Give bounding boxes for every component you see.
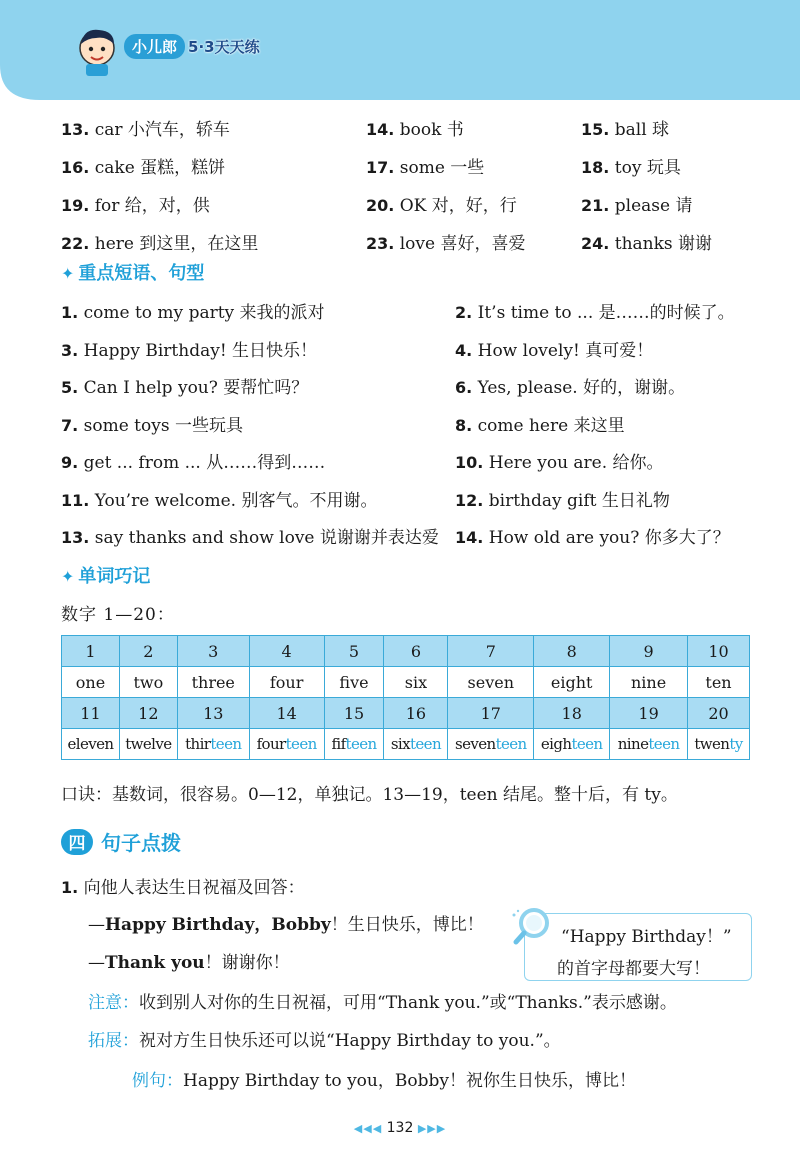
- banner-curve: [0, 55, 800, 115]
- phrase-row: [61, 292, 781, 330]
- mascot-icon: [74, 26, 120, 76]
- memory-rhyme: 口诀：基数词，很容易。0—12，单独记。13—19，teen 结尾。整十后，有 ty。: [61, 785, 678, 805]
- brand-series: 5·3天天练: [188, 37, 260, 56]
- vocab-item: 23. love 喜好，喜爱: [366, 233, 526, 254]
- phrase-row: [61, 330, 781, 368]
- section-title: 句子点拨: [101, 831, 181, 855]
- table-row: [62, 636, 750, 667]
- table-cell: 6: [384, 636, 448, 667]
- numbers-table: [61, 635, 750, 760]
- table-cell: twenty: [688, 729, 750, 760]
- phrase-item: 12. birthday gift 生日礼物: [455, 490, 670, 511]
- vocab-row: [61, 222, 761, 260]
- vocab-item: 17. some 一些: [366, 157, 485, 178]
- tip-line: “Happy Birthday！”: [561, 927, 732, 947]
- phrase-item: 14. How old are you? 你多大了？: [455, 528, 730, 549]
- phrase-item: 13. say thanks and show love 说谢谢并表达爱: [61, 528, 439, 549]
- brand-name: 小儿郎: [124, 34, 185, 59]
- vocab-item: 22. here 到这里，在这里: [61, 233, 259, 254]
- dialog-line: —Thank you！谢谢你！: [88, 953, 290, 973]
- page-footer: [0, 1120, 800, 1136]
- table-cell: 19: [610, 698, 688, 729]
- table-cell: 3: [177, 636, 249, 667]
- phrase-item: 1. come to my party 来我的派对: [61, 303, 325, 324]
- table-cell: 13: [177, 698, 249, 729]
- table-cell: 17: [448, 698, 534, 729]
- table-cell: five: [324, 667, 384, 698]
- phrase-row: [61, 367, 781, 405]
- table-cell: thirteen: [177, 729, 249, 760]
- phrases-heading: ✦ 重点短语、句型: [61, 263, 205, 284]
- table-cell: three: [177, 667, 249, 698]
- table-row: [62, 698, 750, 729]
- star-icon: ✦: [61, 567, 75, 586]
- phrase-row: [61, 517, 781, 555]
- phrase-row: [61, 480, 781, 518]
- table-cell: 1: [62, 636, 120, 667]
- star-icon: ✦: [61, 264, 75, 283]
- table-cell: 12: [119, 698, 177, 729]
- table-cell: nineteen: [610, 729, 688, 760]
- magnifier-icon: [508, 905, 554, 951]
- vocab-item: 18. toy 玩具: [581, 157, 681, 178]
- vocab-row: [61, 184, 761, 222]
- table-cell: seven: [448, 667, 534, 698]
- vocab-item: 15. ball 球: [581, 119, 670, 140]
- table-cell: 7: [448, 636, 534, 667]
- table-cell: 9: [610, 636, 688, 667]
- table-cell: one: [62, 667, 120, 698]
- table-cell: sixteen: [384, 729, 448, 760]
- phrase-item: 5. Can I help you? 要帮忙吗？: [61, 378, 309, 399]
- vocab-row: [61, 108, 761, 146]
- vocab-item: 24. thanks 谢谢: [581, 233, 713, 254]
- dialog-line: —Happy Birthday，Bobby！生日快乐，博比！: [88, 915, 484, 935]
- phrase-item: 6. Yes, please. 好的，谢谢。: [455, 378, 686, 399]
- vocab-item: 16. cake 蛋糕，糕饼: [61, 157, 226, 178]
- brand-logo: [124, 34, 260, 58]
- phrase-row: [61, 442, 781, 480]
- table-cell: 18: [534, 698, 610, 729]
- table-cell: 15: [324, 698, 384, 729]
- phrase-item: 7. some toys 一些玩具: [61, 415, 243, 436]
- table-cell: two: [119, 667, 177, 698]
- example-line: 例句：Happy Birthday to you，Bobby！祝你生日快乐，博比！: [132, 1071, 636, 1091]
- table-cell: four: [249, 667, 324, 698]
- phrases-list: [61, 292, 781, 555]
- left-arrows-icon: ◀◀◀: [353, 1122, 383, 1135]
- vocabulary-list: [61, 108, 761, 260]
- table-cell: twelve: [119, 729, 177, 760]
- tip-box: [524, 913, 752, 981]
- phrase-item: 9. get ... from ... 从……得到……: [61, 453, 326, 474]
- phrase-item: 11. You’re welcome. 别客气。不用谢。: [61, 490, 378, 511]
- numbers-label: 数字 1—20：: [61, 605, 175, 625]
- table-cell: 8: [534, 636, 610, 667]
- note-line: 注意：收到别人对你的生日祝福，可用“Thank you.”或“Thanks.”表示感谢。: [88, 993, 677, 1013]
- section-badge: 四: [61, 829, 93, 855]
- table-cell: 5: [324, 636, 384, 667]
- table-cell: 16: [384, 698, 448, 729]
- table-cell: 2: [119, 636, 177, 667]
- phrase-item: 2. It’s time to ... 是……的时候了。: [455, 303, 735, 324]
- vocab-item: 19. for 给，对，供: [61, 195, 210, 216]
- phrase-item: 4. How lovely! 真可爱！: [455, 340, 654, 361]
- table-cell: 4: [249, 636, 324, 667]
- tip-line: 的首字母都要大写！: [557, 959, 710, 979]
- table-cell: fourteen: [249, 729, 324, 760]
- point-item: 1. 向他人表达生日祝福及回答：: [61, 878, 305, 898]
- table-cell: nine: [610, 667, 688, 698]
- table-cell: 14: [249, 698, 324, 729]
- page-number: 132: [386, 1120, 414, 1136]
- table-cell: fifteen: [324, 729, 384, 760]
- table-row: [62, 667, 750, 698]
- phrase-row: [61, 405, 781, 443]
- phrase-item: 10. Here you are. 给你。: [455, 453, 664, 474]
- section-heading: [61, 827, 181, 856]
- vocab-item: 13. car 小汽车，轿车: [61, 119, 230, 140]
- vocab-row: [61, 146, 761, 184]
- vocab-item: 20. OK 对，好，行: [366, 195, 517, 216]
- table-cell: six: [384, 667, 448, 698]
- vocab-item: 14. book 书: [366, 119, 464, 140]
- table-cell: 10: [688, 636, 750, 667]
- table-cell: eighteen: [534, 729, 610, 760]
- memory-heading: ✦ 单词巧记: [61, 566, 151, 587]
- table-cell: eleven: [62, 729, 120, 760]
- right-arrows-icon: ▶▶▶: [417, 1122, 447, 1135]
- table-row: [62, 729, 750, 760]
- vocab-item: 21. please 请: [581, 195, 693, 216]
- table-cell: 11: [62, 698, 120, 729]
- table-cell: eight: [534, 667, 610, 698]
- table-cell: ten: [688, 667, 750, 698]
- table-cell: 20: [688, 698, 750, 729]
- phrase-item: 8. come here 来这里: [455, 415, 625, 436]
- phrase-item: 3. Happy Birthday! 生日快乐！: [61, 340, 318, 361]
- table-cell: seventeen: [448, 729, 534, 760]
- extend-line: 拓展：祝对方生日快乐还可以说“Happy Birthday to you.”。: [88, 1031, 561, 1051]
